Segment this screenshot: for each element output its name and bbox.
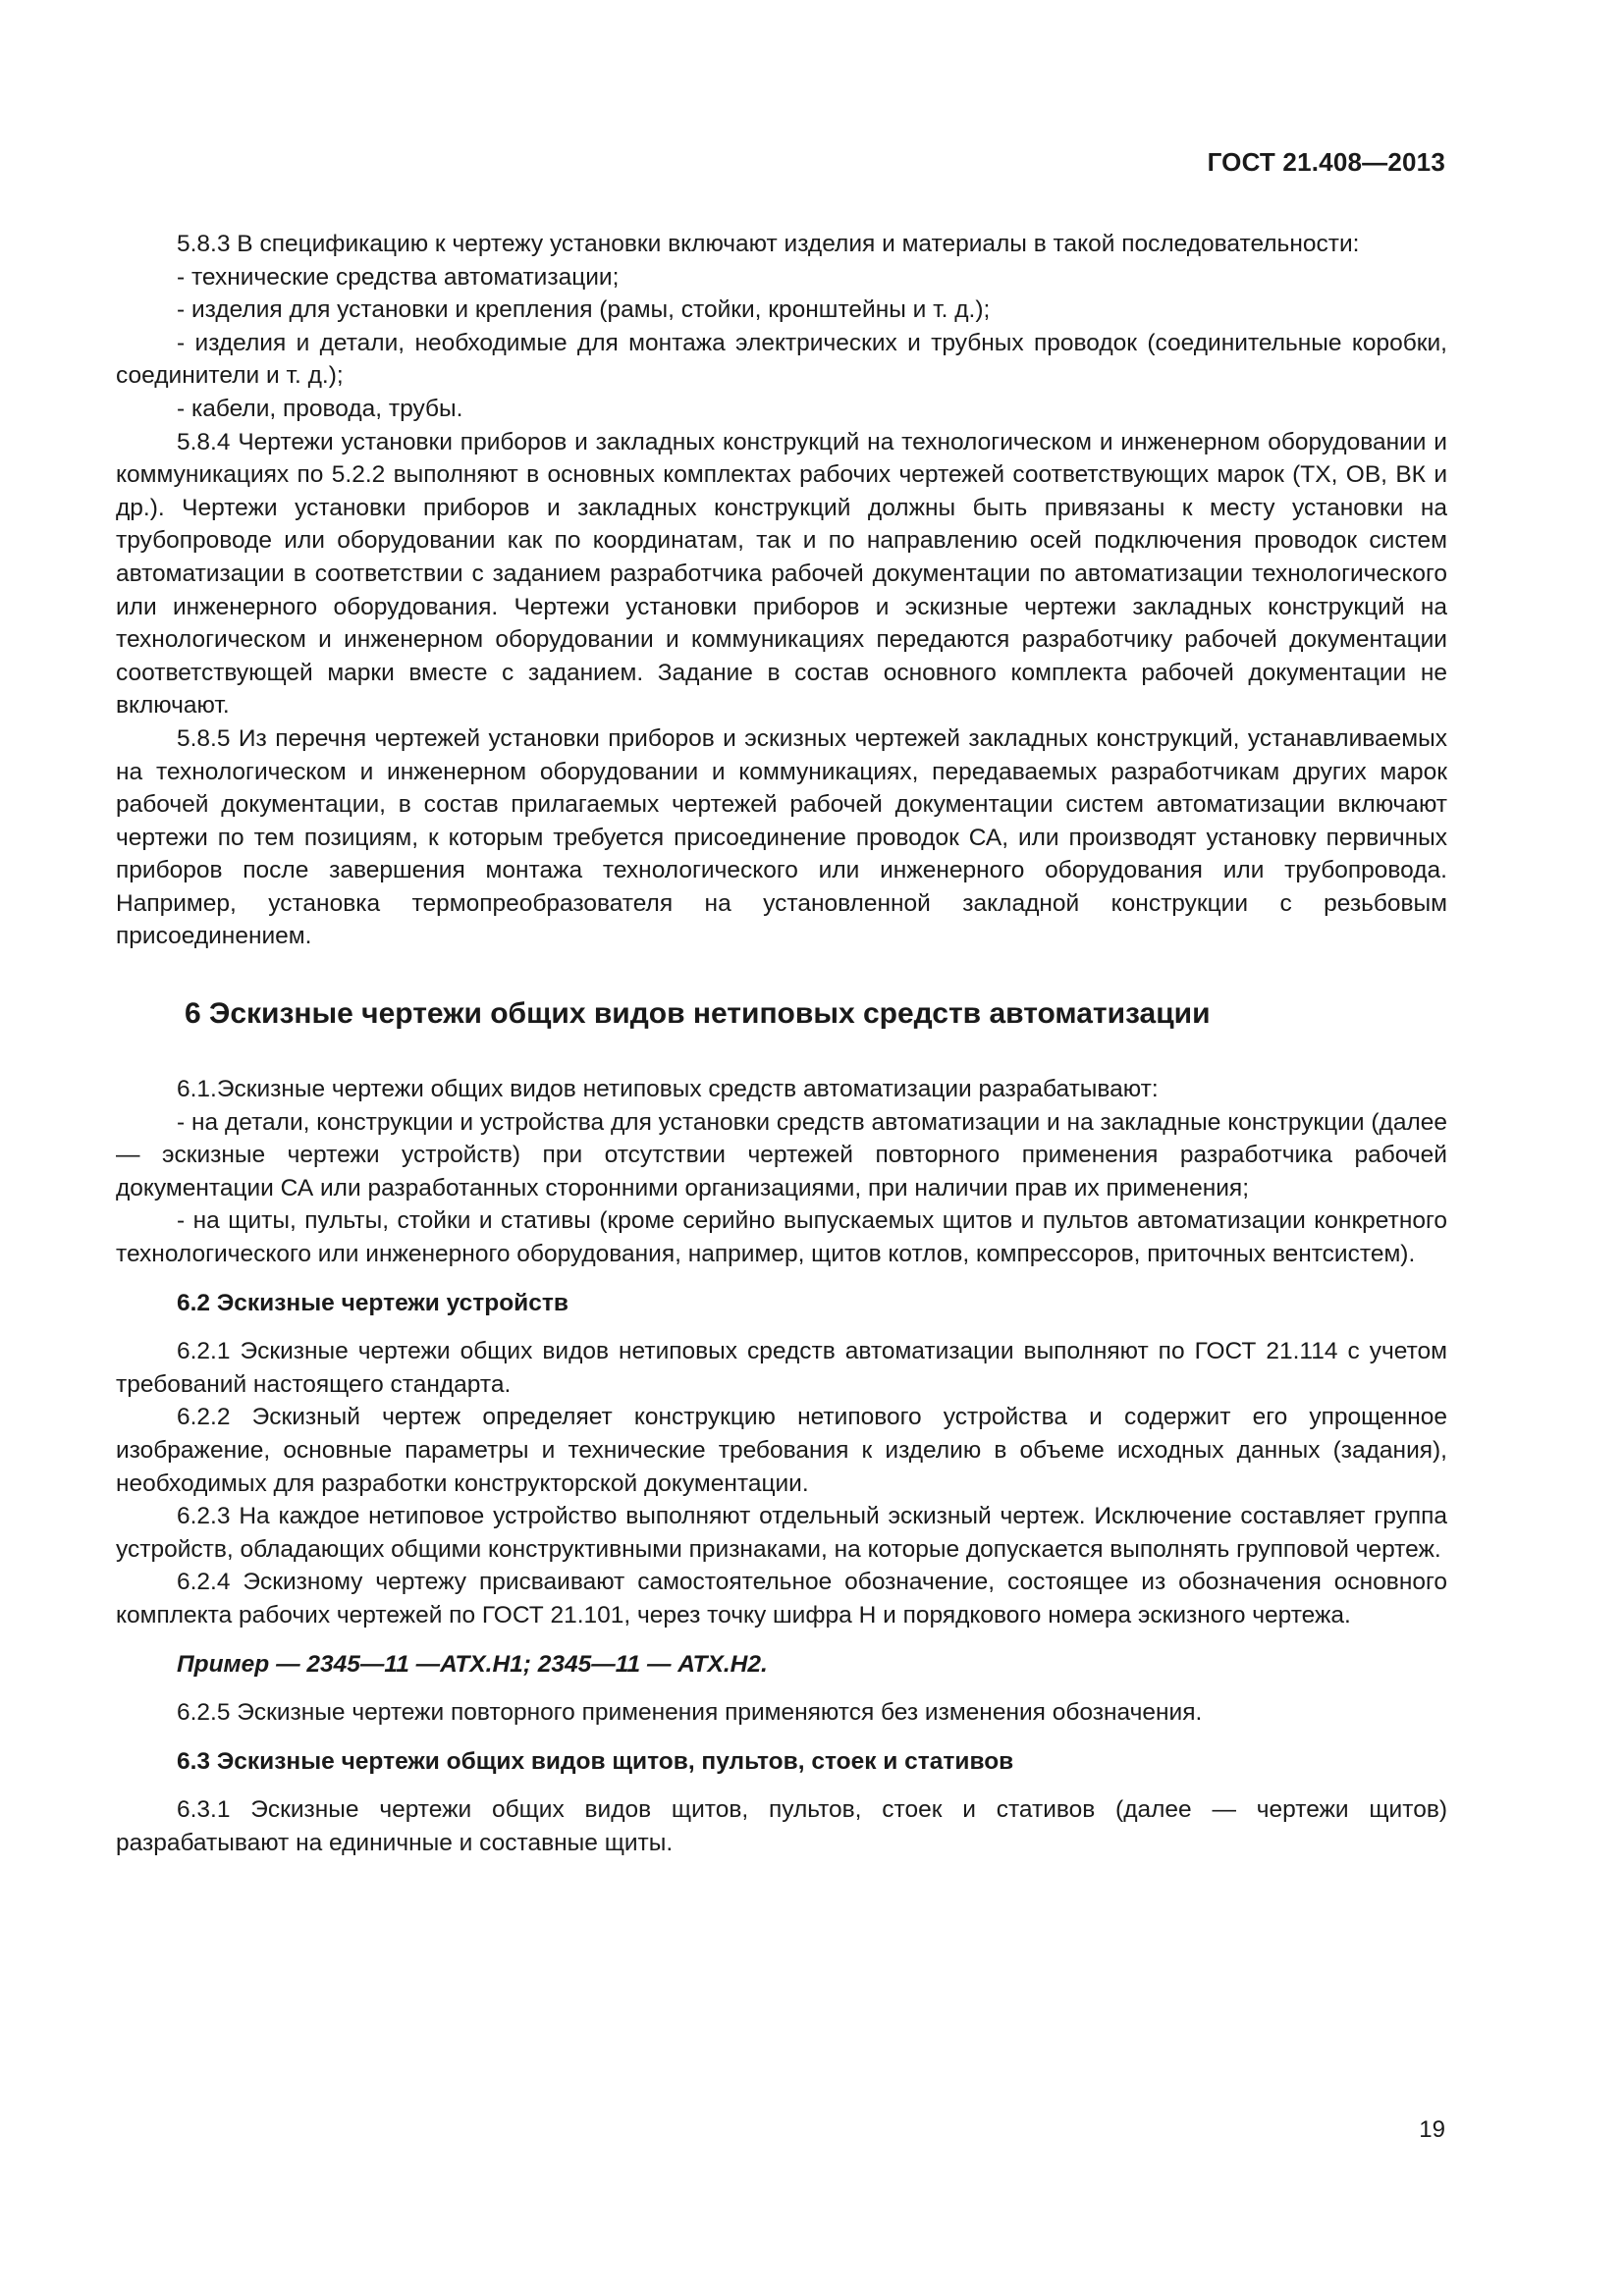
subsection-6-3-heading: 6.3 Эскизные чертежи общих видов щитов, пультов, стоек и стативов <box>177 1747 1014 1775</box>
paragraph-6-2-3: 6.2.3 На каждое нетиповое устройство выполняют отдельный эскизный чертеж. Исключение составляет группа устройств, обладающих общими конструктивными признаками, на которые допускается выполнять групповой чертеж. <box>116 1503 1447 1563</box>
paragraph-6-2-5: 6.2.5 Эскизные чертежи повторного применения применяются без изменения обозначения. <box>177 1699 1203 1727</box>
list-item: - технические средства автоматизации; <box>177 263 620 291</box>
paragraph-6-2-2: 6.2.2 Эскизный чертеж определяет конструкцию нетипового устройства и содержит его упрощенное изображение, основные параметры и технические требования к изделию в объеме исходных данных (задания), необходимых для разработки конструкторской документации. <box>116 1404 1447 1497</box>
section-6-heading: 6 Эскизные чертежи общих видов нетиповых средств автоматизации <box>185 997 1211 1031</box>
list-item: - изделия и детали, необходимые для монтажа электрических и трубных проводок (соединительные коробки, соединители и т. д.); <box>116 329 1447 390</box>
paragraph-6-2-4: 6.2.4 Эскизному чертежу присваивают самостоятельное обозначение, состоящее из обозначения основного комплекта рабочих чертежей по ГОСТ 21.101, через точку шифра Н и порядкового номера эскизного чертежа. <box>116 1569 1447 1629</box>
paragraph-5-8-5: 5.8.5 Из перечня чертежей установки приборов и эскизных чертежей закладных конструкций, устанавливаемых на технологическом и инженерном оборудовании и коммуникациях, передаваемых разработчикам других марок рабочей документации, в состав прилагаемых чертежей рабочей документации систем автоматизации включают чертежи по тем позициям, к которым требуется присоединение проводок СА, или производят установку первичных приборов после завершения монтажа технологического или инженерного оборудования или трубопровода. Например, установка термопреобразователя на установленной закладной конструкции с резьбовым присоединением. <box>116 724 1447 950</box>
list-item: - на детали, конструкции и устройства для установки средств автоматизации и на закладные конструкции (далее — эскизные чертежи устройств) при отсутствии чертежей повторного применения разработчика рабочей документации СА или разработанных сторонними организациями, при наличии прав их применения; <box>116 1108 1447 1201</box>
paragraph-6-3-1: 6.3.1 Эскизные чертежи общих видов щитов, пультов, стоек и стативов (далее — чертежи щитов) разрабатывают на единичные и составные щиты. <box>116 1796 1447 1856</box>
paragraph-5-8-4: 5.8.4 Чертежи установки приборов и закладных конструкций на технологическом и инженерном оборудовании и коммуникациях по 5.2.2 выполняют в основных комплектах рабочих чертежей соответствующих марок (ТХ, ОВ, ВК и др.). Чертежи установки приборов и закладных конструкций должны быть привязаны к месту установки на трубопроводе или оборудовании как по координатам, так и по направлению осей подключения проводок систем автоматизации в соответствии с заданием разработчика рабочей документации по автоматизации технологического или инженерного оборудования. Чертежи установки приборов и эскизные чертежи закладных конструкций на технологическом и инженерном оборудовании и коммуникациях передаются разработчику рабочей документации соответствующей марки вместе с заданием. Задание в состав основного комплекта рабочей документации не включают. <box>116 428 1447 720</box>
list-item: - изделия для установки и крепления (рамы, стойки, кронштейны и т. д.); <box>177 296 991 324</box>
paragraph-6-2-1: 6.2.1 Эскизные чертежи общих видов нетиповых средств автоматизации выполняют по ГОСТ 21.114 с учетом требований настоящего стандарта. <box>116 1338 1447 1398</box>
page-number: 19 <box>1419 2116 1445 2143</box>
document-code-header: ГОСТ 21.408—2013 <box>1207 147 1445 177</box>
paragraph-6-1: 6.1.Эскизные чертежи общих видов нетиповых средств автоматизации разрабатывают: <box>177 1076 1159 1103</box>
subsection-6-2-heading: 6.2 Эскизные чертежи устройств <box>177 1289 568 1316</box>
list-item: - кабели, провода, трубы. <box>177 395 463 422</box>
paragraph-5-8-3: 5.8.3 В спецификацию к чертежу установки включают изделия и материалы в такой последовательности: <box>177 231 1360 257</box>
page-body <box>116 228 1447 1860</box>
list-item: - на щиты, пульты, стойки и стативы (кроме серийно выпускаемых щитов и пультов автоматизации конкретного технологического или инженерного оборудования, например, щитов котлов, компрессоров, приточных вентсистем). <box>116 1207 1447 1268</box>
example-line: Пример — 2345—11 —АТХ.Н1; 2345—11 — АТХ.Н2. <box>177 1650 768 1678</box>
